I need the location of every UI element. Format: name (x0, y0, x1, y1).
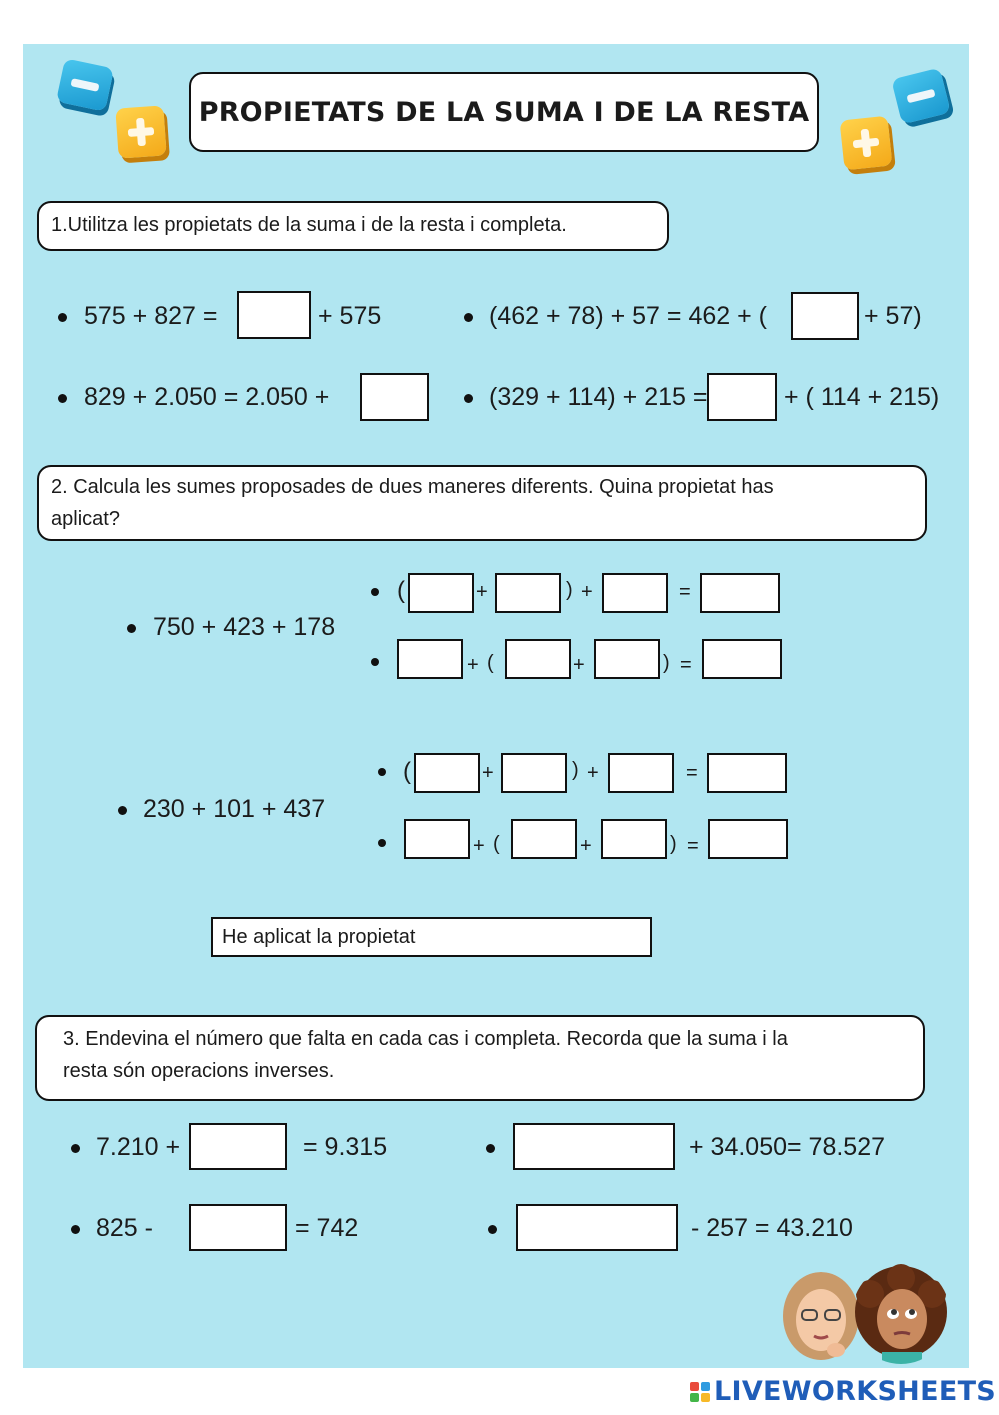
bullet (371, 658, 379, 666)
answer-input[interactable] (505, 639, 571, 679)
result-input[interactable] (707, 753, 787, 793)
bullet (58, 394, 67, 403)
answer-input[interactable] (516, 1204, 678, 1251)
liveworksheets-logo-icon (690, 1382, 710, 1402)
teacher-avatar-curly (852, 1264, 950, 1364)
bullet (488, 1225, 497, 1234)
result-input[interactable] (700, 573, 780, 613)
instruction-2-line1: 2. Calcula les sumes proposades de dues maneres diferents. Quina propietat has (51, 476, 774, 498)
answer-input[interactable] (237, 291, 311, 339)
instruction-3 (35, 1015, 925, 1101)
teacher-avatar-blonde (778, 1272, 864, 1364)
open-paren: ( (487, 652, 494, 674)
brand-name: LIVEWORKSHEETS (714, 1376, 997, 1407)
answer-input[interactable] (397, 639, 463, 679)
plus-sign: + (573, 654, 585, 676)
answer-input[interactable] (511, 819, 577, 859)
expression-text: (329 + 114) + 215 = (489, 383, 708, 411)
expression-text: + 57) (864, 302, 922, 330)
property-answer-label: He aplicat la propietat (222, 926, 416, 948)
open-paren: ( (397, 577, 405, 604)
bullet (118, 806, 127, 815)
close-paren: ) (670, 833, 677, 855)
plus-sign: + (467, 654, 479, 676)
close-paren: ) (566, 579, 573, 601)
expression-text: 575 + 827 = (84, 302, 218, 330)
plus-sign: + (482, 762, 494, 784)
answer-input[interactable] (608, 753, 674, 793)
property-answer-field[interactable] (211, 917, 652, 957)
equals-sign: = (680, 654, 692, 676)
answer-input[interactable] (501, 753, 567, 793)
close-paren: ) (663, 652, 670, 674)
result-input[interactable] (708, 819, 788, 859)
answer-input[interactable] (594, 639, 660, 679)
expression-1: 750 + 423 + 178 (153, 613, 336, 641)
expression-text: = 9.315 (303, 1133, 388, 1161)
answer-input[interactable] (791, 292, 859, 340)
instruction-2 (37, 465, 927, 541)
bullet (127, 624, 136, 633)
expression-text: = 742 (295, 1214, 359, 1242)
answer-input[interactable] (495, 573, 561, 613)
instruction-1-text: 1.Utilitza les propietats de la suma i de la resta i completa. (51, 214, 567, 236)
plus-sign: + (473, 835, 485, 857)
bullet (71, 1144, 80, 1153)
bullet (486, 1144, 495, 1153)
bullet (58, 313, 67, 322)
answer-input[interactable] (189, 1123, 287, 1170)
close-paren: ) (572, 759, 579, 781)
equals-sign: = (686, 762, 698, 784)
expression-text: (462 + 78) + 57 = 462 + ( (489, 302, 767, 330)
answer-input[interactable] (360, 373, 429, 421)
expression-text: - 257 = 43.210 (691, 1214, 853, 1242)
open-paren: ( (403, 758, 411, 785)
plus-sign: + (587, 762, 599, 784)
open-paren: ( (493, 833, 500, 855)
bullet (71, 1225, 80, 1234)
answer-input[interactable] (414, 753, 480, 793)
bullet (371, 588, 379, 596)
expression-text: 7.210 + (96, 1133, 181, 1161)
equals-sign: = (687, 835, 699, 857)
bullet (464, 394, 473, 403)
answer-input[interactable] (408, 573, 474, 613)
answer-input[interactable] (189, 1204, 287, 1251)
bullet (378, 839, 386, 847)
expression-text: + 34.050= 78.527 (689, 1133, 886, 1161)
plus-die-icon (115, 105, 166, 158)
expression-text: + 575 (318, 302, 382, 330)
plus-die-icon (840, 116, 893, 171)
page-title: PROPIETATS DE LA SUMA I DE LA RESTA (189, 72, 819, 152)
answer-input[interactable] (513, 1123, 675, 1170)
instruction-2-line2: aplicat? (51, 508, 120, 530)
plus-sign: + (476, 581, 488, 603)
result-input[interactable] (702, 639, 782, 679)
bullet (378, 768, 386, 776)
expression-text: + ( 114 + 215) (784, 383, 940, 411)
answer-input[interactable] (707, 373, 777, 421)
expression-text: 829 + 2.050 = 2.050 + (84, 383, 330, 411)
equals-sign: = (679, 581, 691, 603)
expression-2: 230 + 101 + 437 (143, 795, 326, 823)
liveworksheets-logo (690, 1376, 996, 1407)
expression-text: 825 - (96, 1214, 153, 1242)
answer-input[interactable] (404, 819, 470, 859)
plus-sign: + (581, 581, 593, 603)
answer-input[interactable] (601, 819, 667, 859)
answer-input[interactable] (602, 573, 668, 613)
instruction-3-line2: resta són operacions inverses. (63, 1060, 335, 1082)
bullet (464, 313, 473, 322)
instruction-3-line1: 3. Endevina el número que falta en cada cas i completa. Recorda que la suma i la (63, 1028, 788, 1050)
instruction-1 (37, 201, 669, 251)
plus-sign: + (580, 835, 592, 857)
